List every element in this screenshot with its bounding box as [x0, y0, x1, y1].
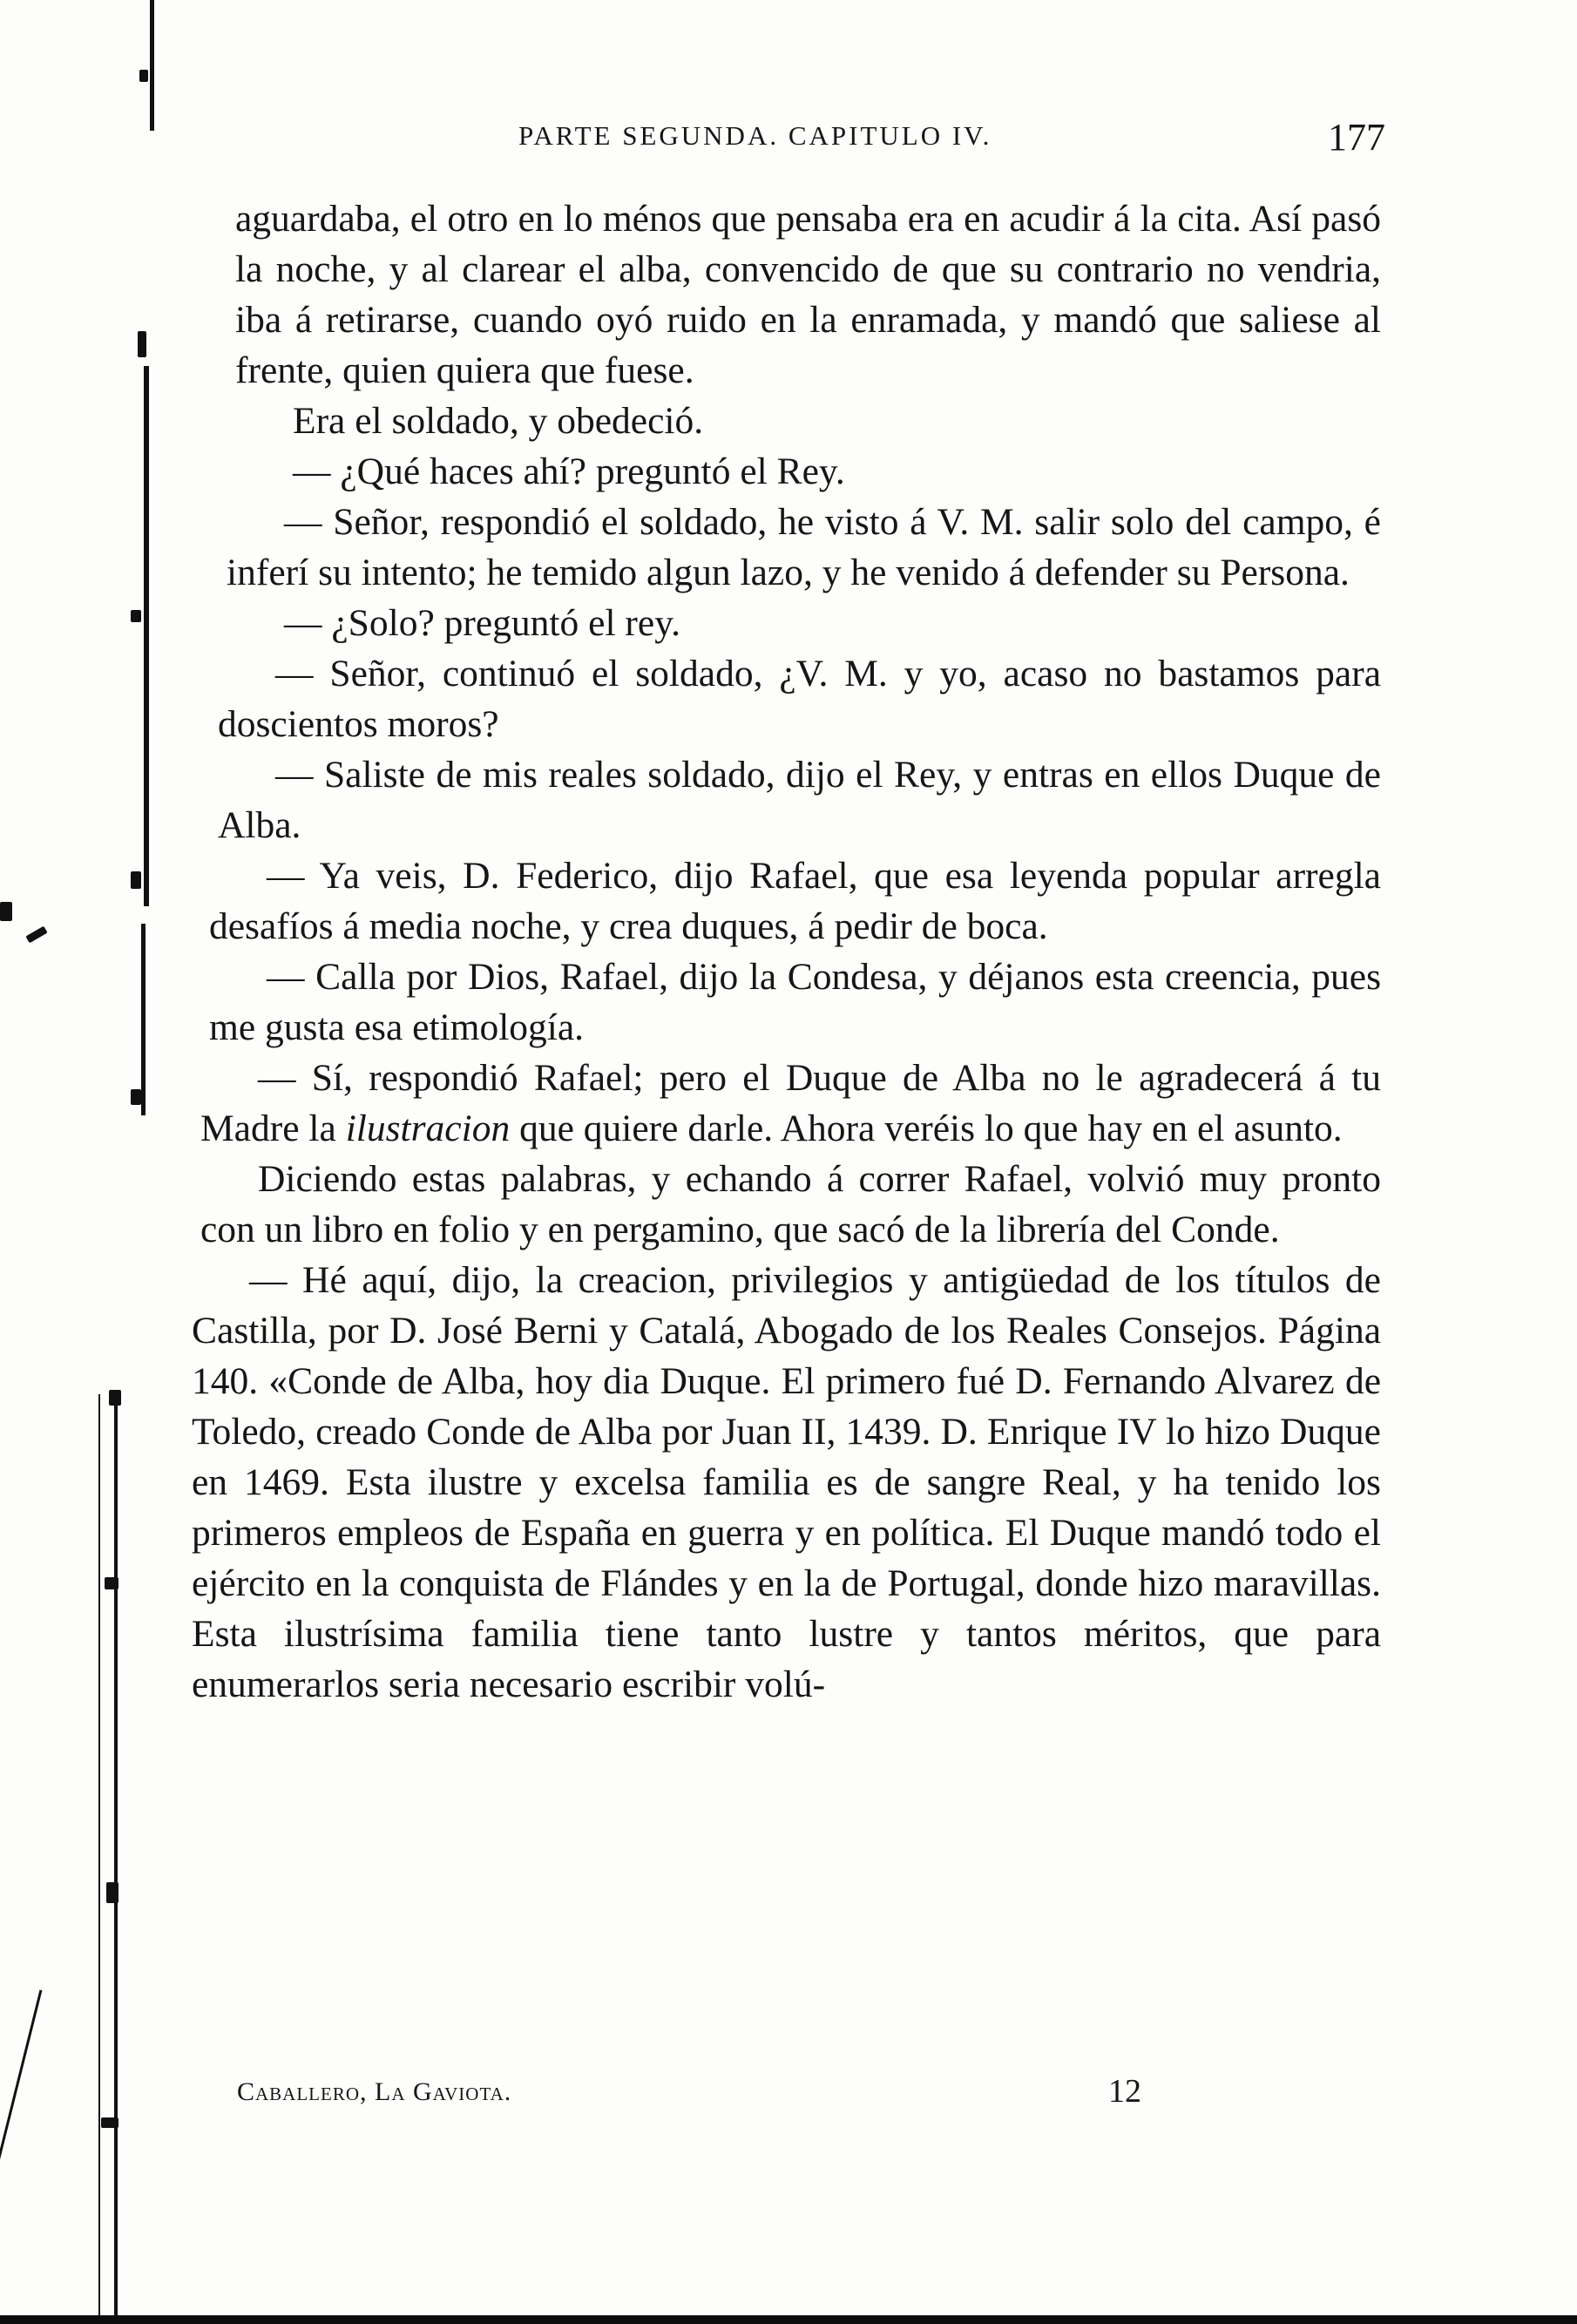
paragraph: — ¿Solo? preguntó el rey.: [284, 602, 681, 644]
paragraph: — Saliste de mis reales soldado, dijo el Rey, y entras en ellos Duque de Alba.: [218, 754, 1381, 846]
page-number: 177: [1328, 116, 1385, 159]
signature-text: Caballero, La Gaviota.: [237, 2077, 512, 2106]
paragraph-text: — Sí, respondió Rafael; pero el Duque de Alba no le agradecerá á tu Madre la: [200, 1057, 1381, 1149]
sheet-number: 12: [1108, 2073, 1141, 2110]
gutter-mark: [139, 70, 148, 82]
scan-bottom-edge: [0, 2315, 1577, 2324]
gutter-mark: [131, 871, 141, 889]
paragraph: — Hé aquí, dijo, la creacion, privilegios y antigüedad de los títulos de Castilla, por D. José Berni y Catalá, Abogado de los Reales Consejos. Página 140. «Conde de Alba, hoy dia Duque. El primero fué D. Fernando Alvarez de Toledo, creado Conde de Alba por Juan II, 1439. D. Enrique IV lo hizo Duque en 1469. Esta ilustre y excelsa familia es de sangre Real, y ha tenido los primeros empleos de España en guerra y en política. El Duque mandó todo el ejército en la conquista de Flándes y en la de Portugal, donde hizo maravillas. Esta ilustrísima familia tiene tanto lustre y tantos méritos, que para enumerarlos seria necesario escribir volú-: [192, 1259, 1381, 1705]
emphasized-word: ilustracion: [345, 1108, 511, 1149]
gutter-mark: [106, 1882, 118, 1903]
gutter-binding-line: [114, 1394, 118, 2324]
gutter-binding-line: [144, 366, 149, 906]
paragraph: [200, 1053, 1381, 1154]
gutter-mark: [131, 1089, 141, 1105]
gutter-mark: [109, 1390, 121, 1406]
gutter-mark: [105, 1577, 118, 1589]
paragraph: Diciendo estas palabras, y echando á correr Rafael, volvió muy pronto con un libro en folio y en pergamino, que sacó de la librería del Conde.: [200, 1158, 1381, 1250]
paragraph: — Señor, respondió el soldado, he visto á V. M. salir solo del campo, é inferí su intento; he temido algun lazo, y he venido á defender su Persona.: [227, 501, 1381, 593]
paragraph: — ¿Qué haces ahí? preguntó el Rey.: [293, 451, 845, 492]
paragraph: aguardaba, el otro en lo ménos que pensaba era en acudir á la cita. Así pasó la noche, y al clarear el alba, convencido de que su contrario no vendria, iba á retirarse, cuando oyó ruido en la enramada, y mandó que saliese al frente, quien quiera que fuese.: [235, 198, 1381, 391]
gutter-binding-line: [0, 1989, 42, 2210]
gutter-mark: [0, 902, 12, 921]
gutter-binding-line: [150, 0, 154, 131]
paragraph-text: que quiere darle. Ahora veréis lo que hay en el asunto.: [510, 1108, 1343, 1149]
page-footer: [237, 2070, 1178, 2114]
gutter-mark: [138, 331, 146, 357]
gutter-mark: [101, 2117, 118, 2128]
gutter-mark: [131, 610, 141, 622]
paragraph: — Calla por Dios, Rafael, dijo la Condesa, y déjanos esta creencia, pues me gusta esa etimología.: [209, 956, 1381, 1048]
body-text: [192, 193, 1381, 1710]
gutter-binding-line: [98, 1394, 100, 2324]
paragraph: Era el soldado, y obedeció.: [293, 400, 704, 442]
running-head: PARTE SEGUNDA. CAPITULO IV.: [518, 120, 992, 151]
gutter-binding-line: [141, 924, 146, 1115]
paragraph: — Ya veis, D. Federico, dijo Rafael, que esa leyenda popular arregla desafíos á media noche, y crea duques, á pedir de boca.: [209, 855, 1381, 947]
signature-line: [237, 2077, 511, 2107]
paragraph: — Señor, continuó el soldado, ¿V. M. y yo, acaso no bastamos para doscientos moros?: [218, 653, 1381, 745]
gutter-mark: [25, 926, 47, 944]
page-header: [205, 115, 1385, 167]
